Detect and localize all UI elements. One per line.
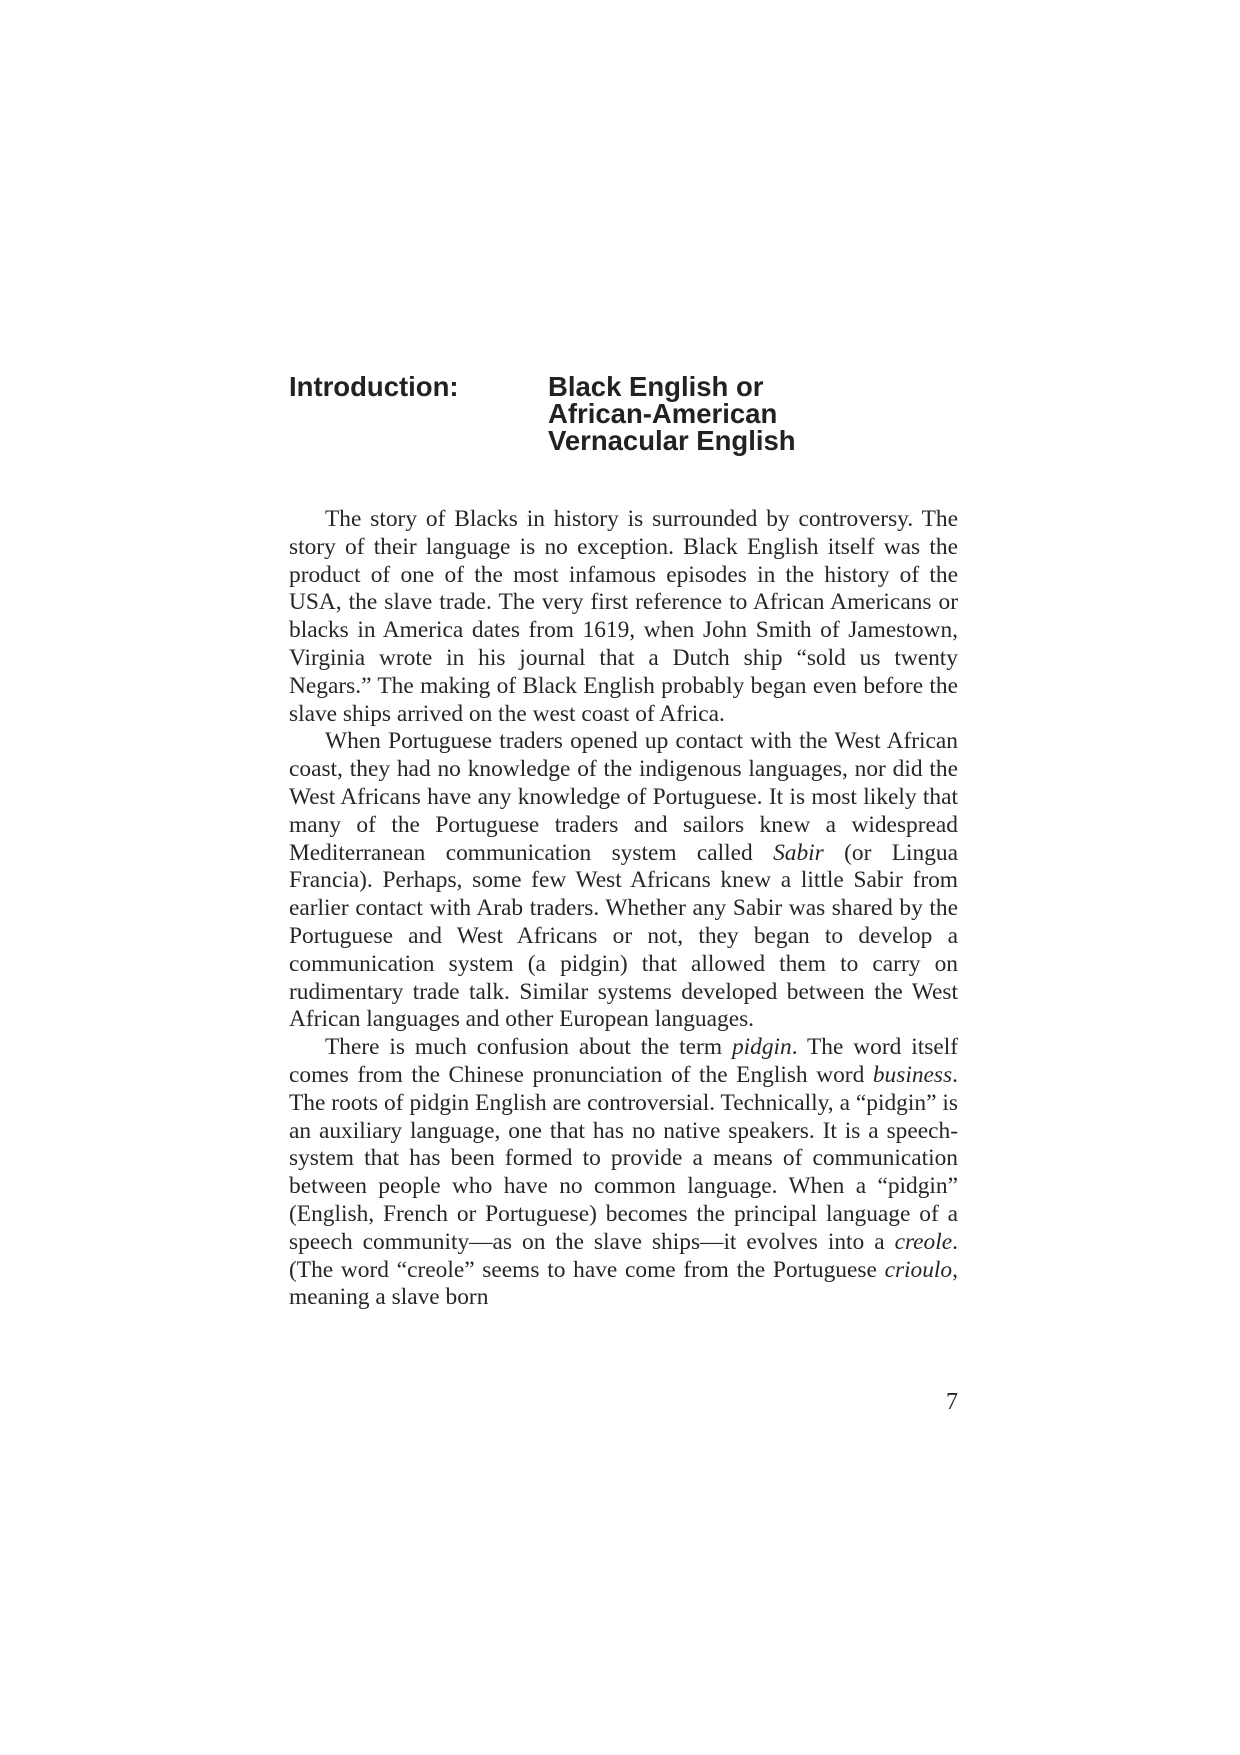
text-run: . (The word “creole” seems to have come from the Portuguese: [289, 1228, 958, 1283]
text-run: The story of Blacks in history is surrounded by controversy. The story of their language is no exception. Black English itself was the product of one of the most infamous episodes in the history of the USA, the slave trade. The very first reference to African Americans or blacks in America dates from 1619, when John Smith of Jamestown, Virginia wrote in his journal that a Dutch ship “sold us twenty Negars.” The making of Black English probably began even before the slave ships arrived on the west coast of Africa.: [289, 506, 958, 727]
italic-term: creole: [894, 1228, 953, 1255]
text-run: (or Lingua Francia). Perhaps, some few West Africans knew a little Sabir from earlier contact with Arab traders. Whether any Sabir was shared by the Portuguese and West Africans or not, they began to develop a communication system (a pidgin) that allowed them to carry on rudimentary trade talk. Similar systems developed between the West African languages and other European languages.: [289, 839, 958, 1033]
text-run: There is much confusion about the term: [325, 1034, 732, 1061]
chapter-title: [548, 373, 796, 454]
paragraph: [289, 1034, 958, 1312]
text-run: . The roots of pidgin English are controversial. Technically, a “pidgin” is an auxiliary language, one that has no native speakers. It is a speech-system that has been formed to provide a means of communication between people who have no common language. When a “pidgin” (English, French or Portuguese) becomes the principal language of a speech community—as on the slave ships—it evolves into a: [289, 1061, 958, 1255]
text-run: When Portuguese traders opened up contact with the West African coast, they had no knowledge of the indigenous languages, nor did the West Africans have any knowledge of Portuguese. It is most likely that many of the Portuguese traders and sailors knew a widespread Mediterranean communication system called: [289, 728, 958, 866]
italic-term: business: [872, 1061, 953, 1088]
text-run: , meaning a slave born: [289, 1256, 958, 1311]
chapter-label: Introduction:: [289, 371, 459, 402]
paragraph: [289, 506, 958, 728]
chapter-title-line: Black English or: [548, 371, 764, 402]
text-run: . The word itself comes from the Chinese pronunciation of the English word: [289, 1034, 958, 1088]
page-number: 7: [946, 1389, 958, 1415]
italic-term: pidgin: [731, 1034, 792, 1061]
chapter-title-line: African-American: [548, 398, 778, 429]
chapter-title-line: Vernacular English: [548, 425, 796, 456]
paragraph: [289, 728, 958, 1034]
italic-term: crioulo: [884, 1256, 953, 1283]
body-text: [289, 506, 958, 1312]
italic-term: Sabir: [773, 839, 824, 866]
